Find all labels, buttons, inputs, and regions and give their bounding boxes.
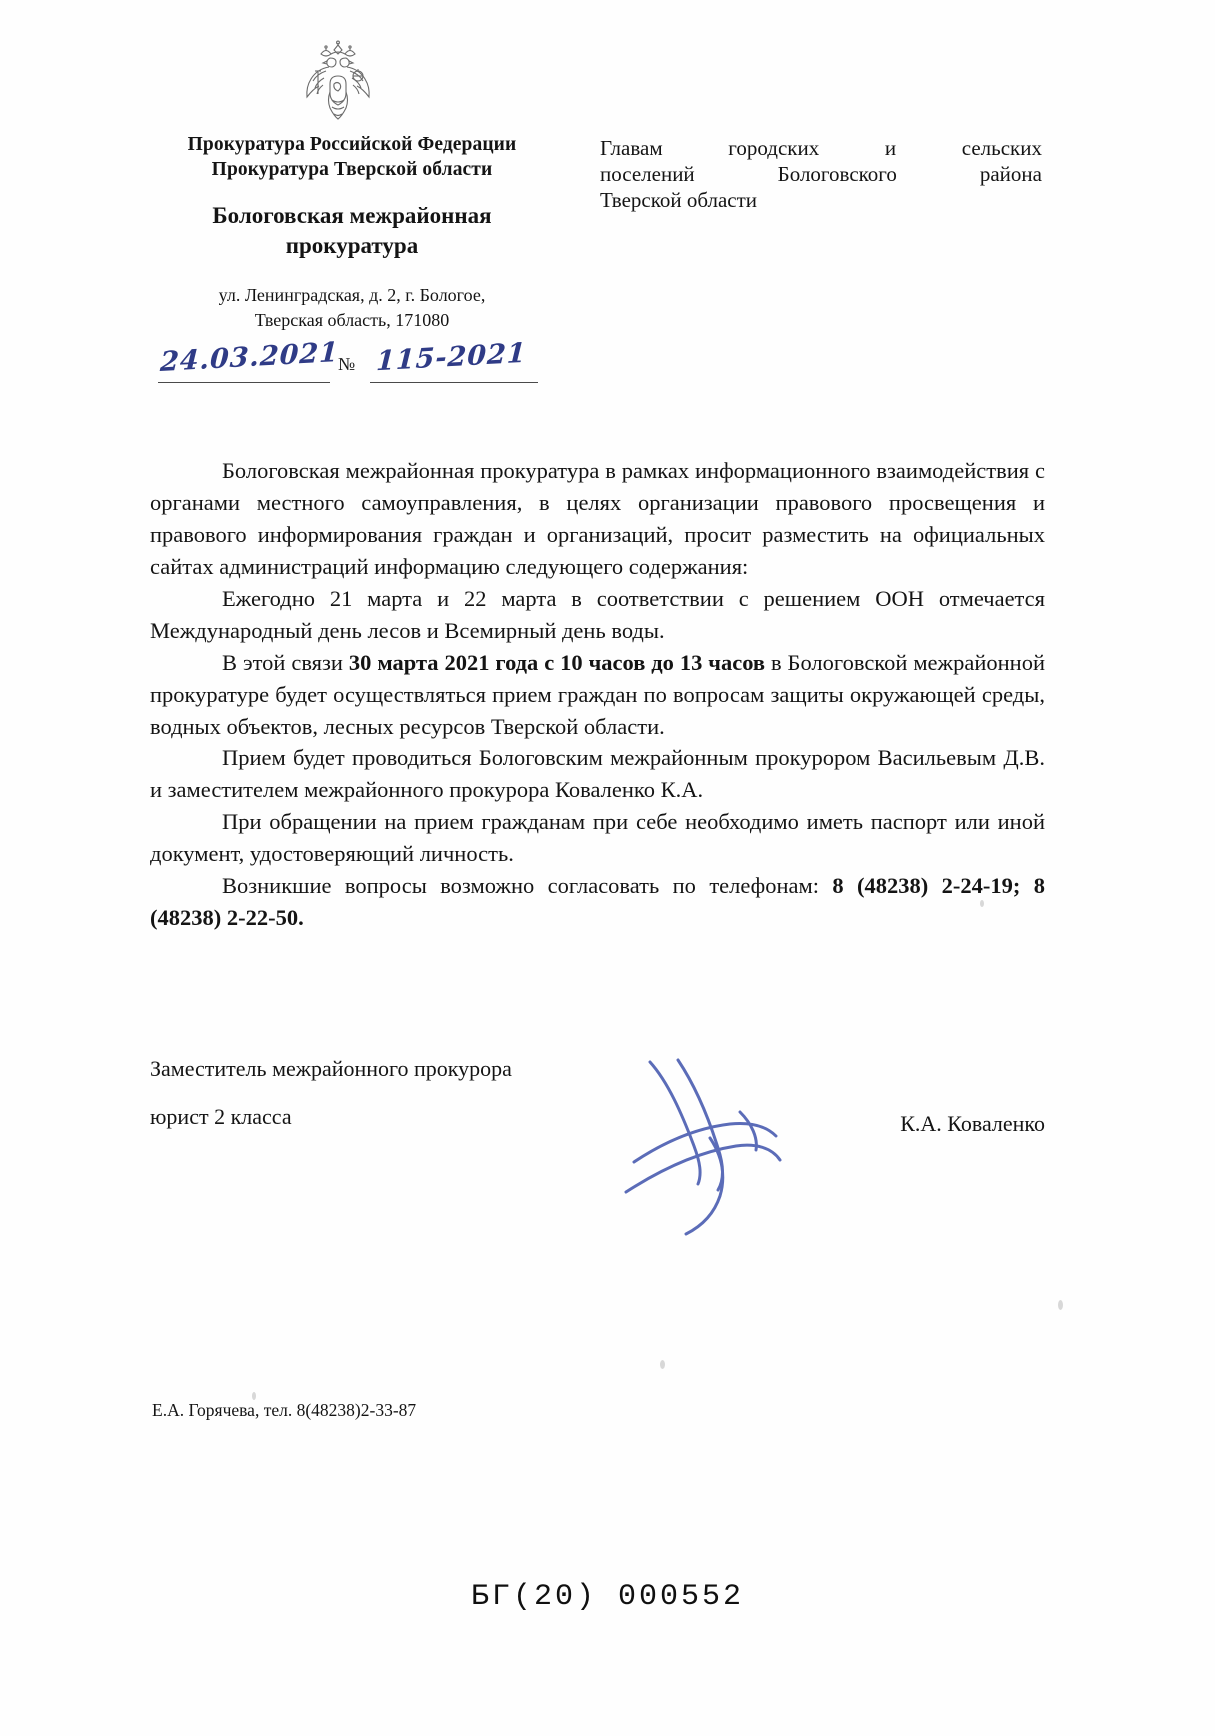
letterhead-office-line-2: прокуратура (285, 233, 419, 259)
russian-coat-of-arms-icon (296, 40, 380, 126)
date-rule (158, 382, 330, 383)
scan-speck (980, 900, 984, 907)
document-body (150, 455, 1045, 934)
body-paragraph-5: При обращении на прием гражданам при себе необходимо иметь паспорт или иной документ, удостоверяющий личность. (150, 809, 1045, 867)
meeting-datetime: 30 марта 2021 года с 10 часов до 13 часов (348, 649, 766, 675)
scan-speck (1058, 1300, 1063, 1310)
number-handwritten: 115-2021 (375, 337, 528, 378)
date-handwritten: 24.03.2021 (159, 336, 340, 379)
number-rule (370, 382, 538, 383)
addressee-block (600, 136, 1042, 213)
handwritten-signature-icon (590, 1042, 850, 1242)
addressee-line-1: Главам городских и сельских (600, 136, 1042, 160)
barcode-number: БГ(20) 000552 (470, 1580, 745, 1614)
body-paragraph-4: Прием будет проводиться Бологовским межрайонным прокурором Васильевым Д.В. и заместителем межрайонного прокурора Коваленко К.А. (150, 745, 1045, 803)
signer-rank: юрист 2 класса (150, 1104, 292, 1129)
letterhead-org-line-1: Прокуратура Российской Федерации (187, 134, 517, 155)
body-paragraph-1: Бологовская межрайонная прокуратура в рамках информационного взаимодействия с органами местного самоуправления, в целях организации правового просвещения и правового информирования граждан и организаций, просит разместить на официальных сайтах администраций информацию следующего содержания: (150, 458, 1045, 579)
letterhead (152, 132, 552, 332)
number-sign-label: № (338, 354, 356, 374)
scan-speck (660, 1360, 665, 1369)
letterhead-office-line-1: Бологовская межрайонная (212, 202, 492, 228)
executor-note: Е.А. Горячева, тел. 8(48238)2-33-87 (152, 1400, 417, 1420)
body-paragraph-2: Ежегодно 21 марта и 22 марта в соответствии с решением ООН отмечается Международный день лесов и Всемирный день воды. (150, 585, 1045, 643)
signer-name: К.А. Коваленко (900, 1111, 1045, 1136)
letterhead-address-line-1: ул. Ленинградская, д. 2, г. Бологое, (218, 285, 486, 306)
signer-role: Заместитель межрайонного прокурора (150, 1056, 512, 1081)
letterhead-org-line-2: Прокуратура Тверской области (211, 159, 493, 181)
addressee-line-2: поселений Бологовского района (600, 161, 1042, 186)
contact-phones: 8 (48238) 2-24-19; 8 (48238) 2-22-50. (150, 873, 1045, 931)
reference-row (158, 336, 578, 388)
addressee-line-3: Тверской области (600, 187, 758, 212)
letterhead-address-line-2: Тверская область, 171080 (254, 309, 450, 330)
body-paragraph-3: В этой связи 30 марта 2021 года с 10 часов до 13 часов в Бологовской межрайонной прокуратуре будет осуществляться прием граждан по вопросам защиты окружающей среды, водных объектов, лесных ресурсов Тверской области. (150, 649, 1045, 739)
scan-speck (252, 1392, 256, 1400)
body-paragraph-6: Возникшие вопросы возможно согласовать по телефонам: 8 (48238) 2-24-19; 8 (48238) 2-22-50. (150, 873, 1045, 931)
